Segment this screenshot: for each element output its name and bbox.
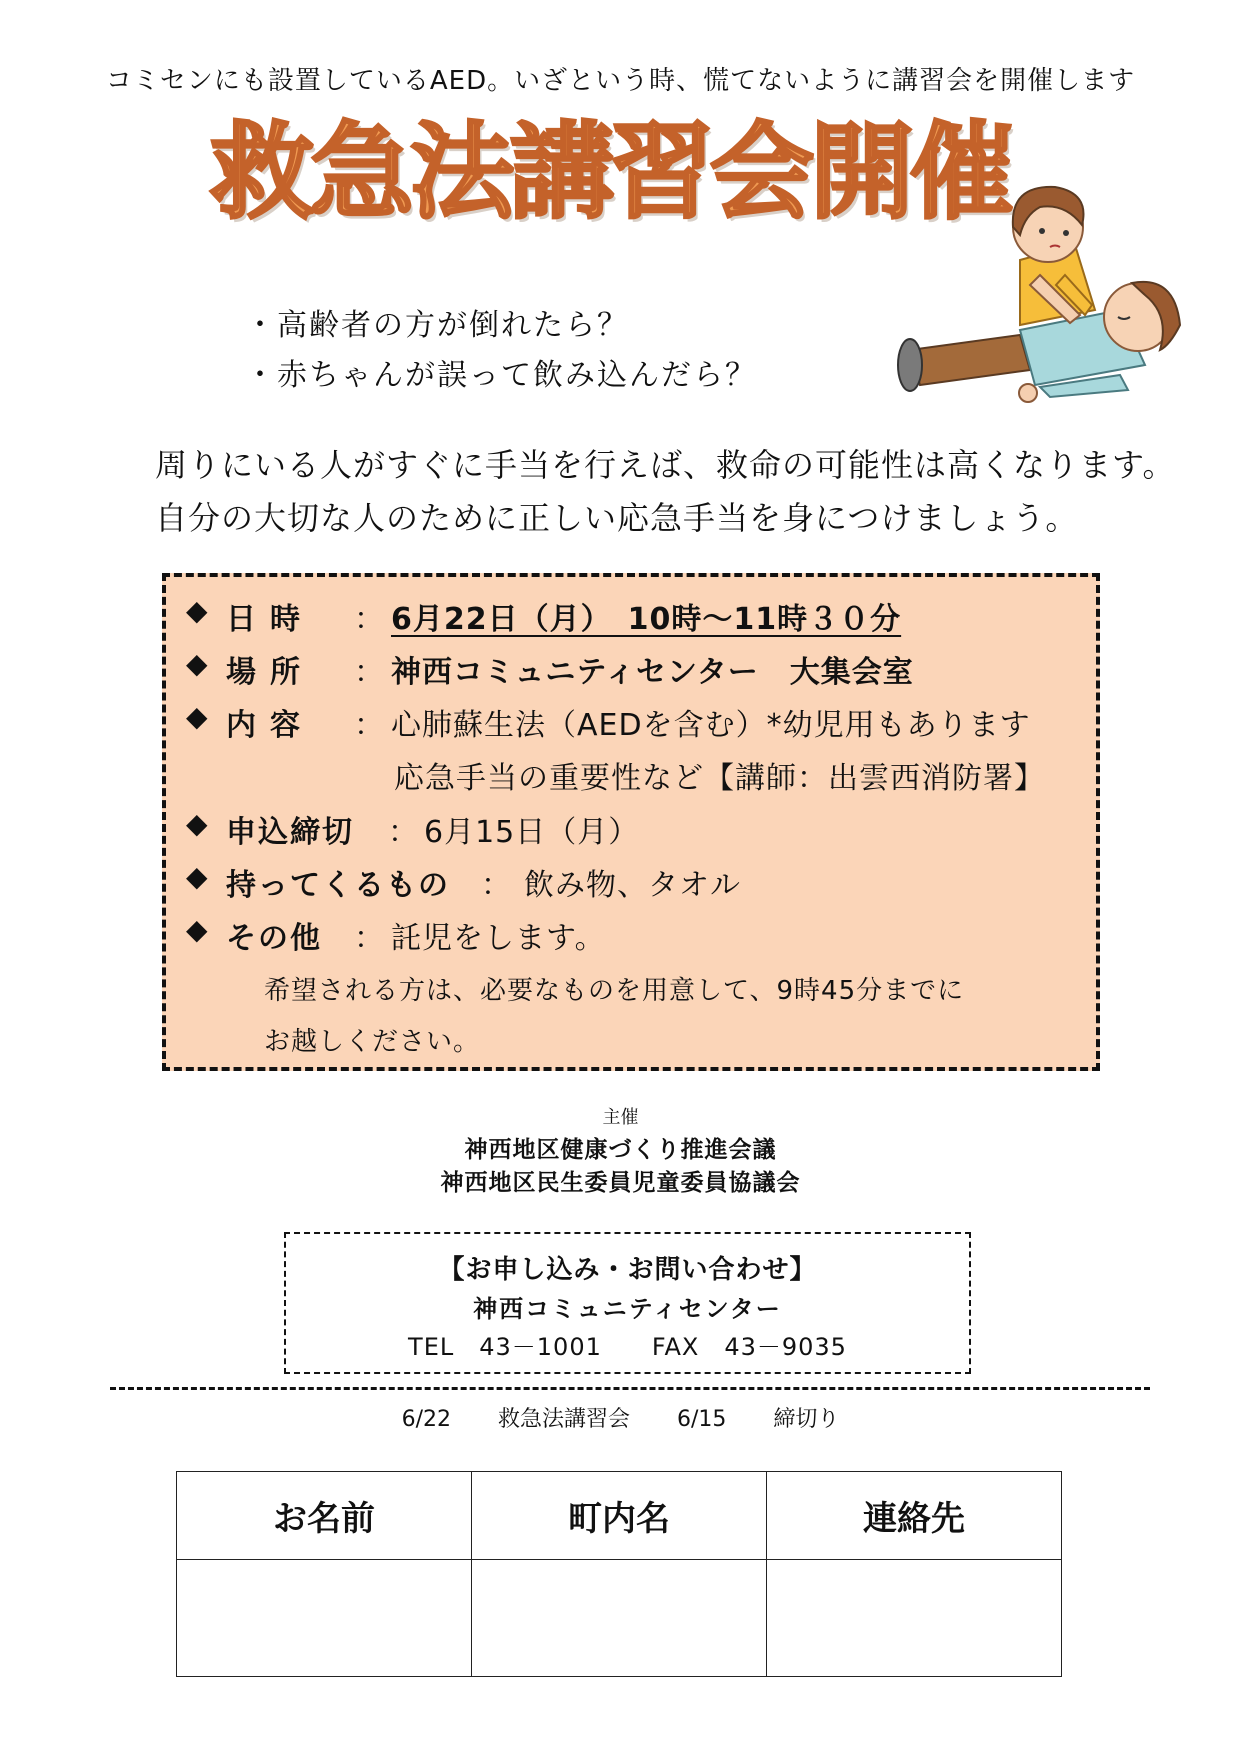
form-caption: 6/22 救急法講習会 6/15 締切り xyxy=(401,1407,840,1432)
name-field[interactable] xyxy=(177,1560,472,1677)
bring-label: 持ってくるもの xyxy=(226,868,450,903)
cpr-illustration xyxy=(870,175,1210,445)
bullet-icon: ◆ xyxy=(186,860,208,893)
page-title: 救急法講習会開催 xyxy=(210,111,1011,233)
place-label: 場所 xyxy=(226,655,314,690)
colon: ： xyxy=(354,921,384,956)
bullet-icon: ◆ xyxy=(186,913,208,946)
host-org-1: 神西地区健康づくり推進会議 xyxy=(464,1137,777,1163)
content-label: 内容 xyxy=(226,708,314,743)
bullet-icon: ◆ xyxy=(186,594,208,627)
note-text-1: 希望される方は、必要なものを用意して、9時45分までに xyxy=(264,976,965,1006)
contact-name: 神西コミュニティセンター xyxy=(473,1295,782,1323)
question-baby: ・赤ちゃんが誤って飲み込んだら？ xyxy=(245,358,757,393)
content-value-2: 応急手当の重要性など【講師：出雲西消防署】 xyxy=(394,761,1045,796)
host-org-2: 神西地区民生委員児童委員協議会 xyxy=(440,1170,801,1196)
deadline-value: 6月15日（月） xyxy=(424,815,640,850)
contact-box xyxy=(284,1232,971,1374)
form-header-row xyxy=(177,1472,1062,1560)
intro-text: コミセンにも設置しているAED。いざという時、慌てないように講習会を開催します xyxy=(105,66,1136,96)
colon: ： xyxy=(354,708,384,743)
host-label: 主催 xyxy=(602,1107,639,1128)
district-field[interactable] xyxy=(472,1560,767,1677)
lead-text-1: 周りにいる人がすぐに手当を行えば、救命の可能性は高くなります。 xyxy=(155,446,1176,484)
bring-value: 飲み物、タオル xyxy=(524,868,741,903)
colon: ： xyxy=(481,868,511,903)
note-text-2: お越しください。 xyxy=(264,1027,481,1057)
place-value: 神西コミュニティセンター 大集会室 xyxy=(391,655,914,690)
colon: ： xyxy=(388,815,418,850)
name-header: お名前 xyxy=(177,1472,472,1560)
other-label: その他 xyxy=(226,921,322,956)
event-details-box xyxy=(162,573,1100,1071)
date-value: 6月22日（月） 10時～11時３０分 xyxy=(391,602,902,637)
question-elderly: ・高齢者の方が倒れたら？ xyxy=(245,308,629,343)
bullet-icon: ◆ xyxy=(186,700,208,733)
district-header: 町内名 xyxy=(472,1472,767,1560)
deadline-label: 申込締切 xyxy=(226,815,354,850)
application-form xyxy=(176,1471,1062,1677)
contact-header: 連絡先 xyxy=(767,1472,1062,1560)
contact-title: 【お申し込み・お問い合わせ】 xyxy=(438,1255,817,1285)
lead-text-2: 自分の大切な人のために正しい応急手当を身につけましょう。 xyxy=(155,499,1079,537)
contact-phone-fax: TEL 43－1001 FAX 43－9035 xyxy=(408,1333,847,1361)
content-value-1: 心肺蘇生法（AEDを含む）*幼児用もあります xyxy=(391,708,1031,743)
bullet-icon: ◆ xyxy=(186,647,208,680)
contact-field[interactable] xyxy=(767,1560,1062,1677)
colon: ： xyxy=(354,655,384,690)
form-entry-row xyxy=(177,1560,1062,1677)
other-value: 託児をします。 xyxy=(391,921,606,956)
date-label: 日時 xyxy=(226,602,314,637)
colon: ： xyxy=(354,602,384,637)
cut-line xyxy=(110,1387,1150,1390)
bullet-icon: ◆ xyxy=(186,807,208,840)
